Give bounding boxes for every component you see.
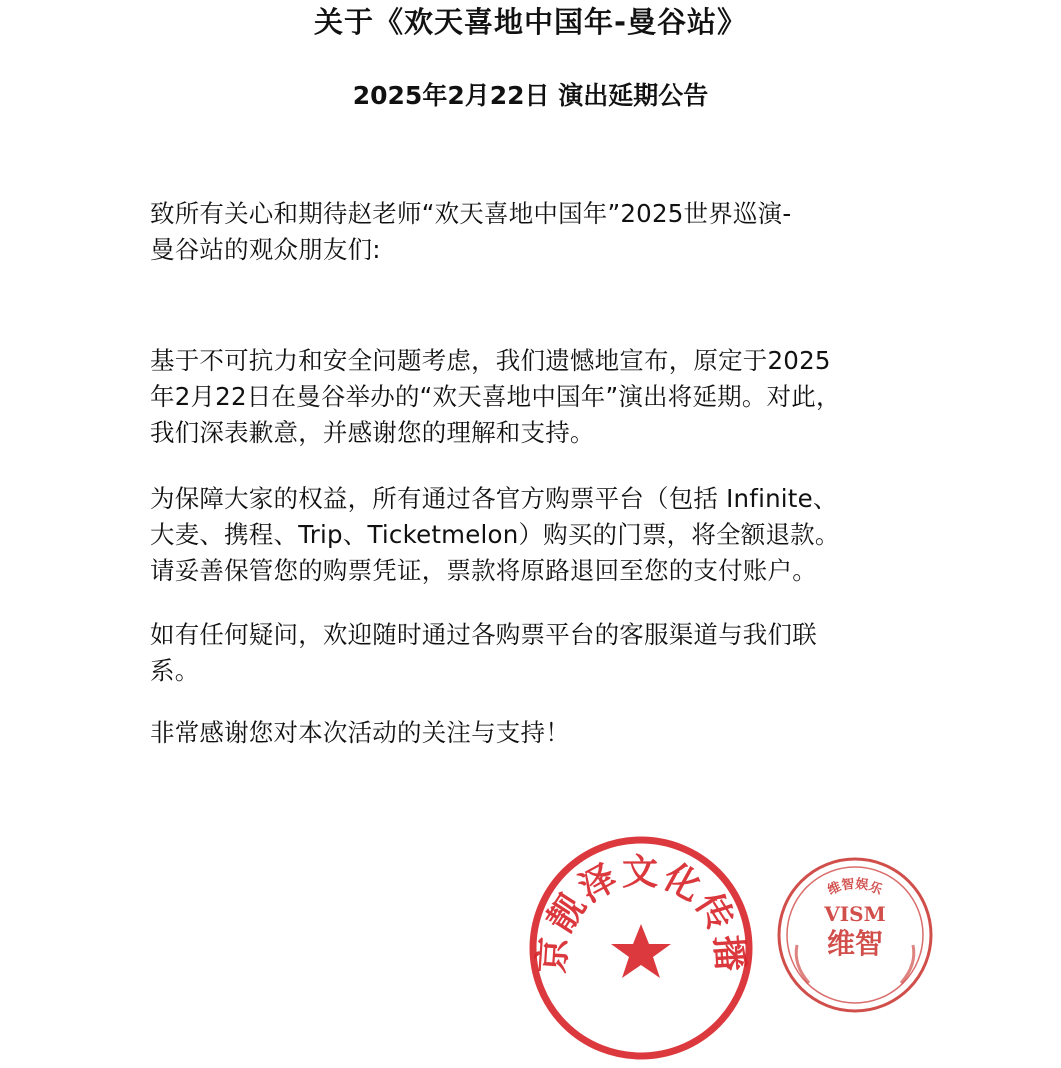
paragraph-line: 如有任何疑问，欢迎随时通过各购票平台的客服渠道与我们联 — [150, 620, 817, 649]
paragraph-line: 大麦、携程、Trip、Ticketmelon）购买的门票，将全额退款。 — [150, 520, 840, 549]
star-icon — [611, 924, 671, 978]
postponement-paragraph — [150, 343, 940, 451]
paragraph-line: 系。 — [150, 656, 200, 685]
refund-paragraph — [150, 481, 940, 589]
paragraph-line: 我们深表歉意，并感谢您的理解和支持。 — [150, 418, 595, 447]
svg-text:维智娱乐: 维智娱乐 — [825, 876, 885, 899]
greeting-paragraph — [150, 196, 940, 268]
paragraph-line: 年2月22日在曼谷举办的“欢天喜地中国年”演出将延期。对此， — [150, 382, 841, 411]
company-seal-graphic — [525, 832, 757, 1064]
announcement-title: 关于《欢天喜地中国年-曼谷站》 — [313, 5, 748, 39]
contact-paragraph — [150, 617, 940, 689]
vism-seal-graphic — [775, 855, 935, 1015]
greeting-line: 致所有关心和期待赵老师“欢天喜地中国年”2025世界巡演- — [150, 199, 792, 228]
company-seal-stamp — [525, 832, 757, 1064]
svg-text:维智: 维智 — [826, 927, 884, 960]
announcement-subtitle: 2025年2月22日 演出延期公告 — [352, 81, 709, 110]
paragraph-line: 基于不可抗力和安全问题考虑，我们遗憾地宣布，原定于2025 — [150, 346, 831, 375]
svg-text:京靓泽文化传播: 京靓泽文化传播 — [530, 851, 752, 975]
paragraph-line: 请妥善保管您的购票凭证，票款将原路退回至您的支付账户。 — [150, 556, 817, 585]
greeting-line: 曼谷站的观众朋友们: — [150, 235, 381, 264]
vism-seal-stamp — [775, 855, 935, 1015]
paragraph-line: 为保障大家的权益，所有通过各官方购票平台（包括 Infinite、 — [150, 484, 838, 513]
thanks-paragraph — [150, 715, 940, 751]
svg-text:VISM: VISM — [824, 902, 886, 926]
paragraph-line: 非常感谢您对本次活动的关注与支持！ — [150, 718, 570, 747]
